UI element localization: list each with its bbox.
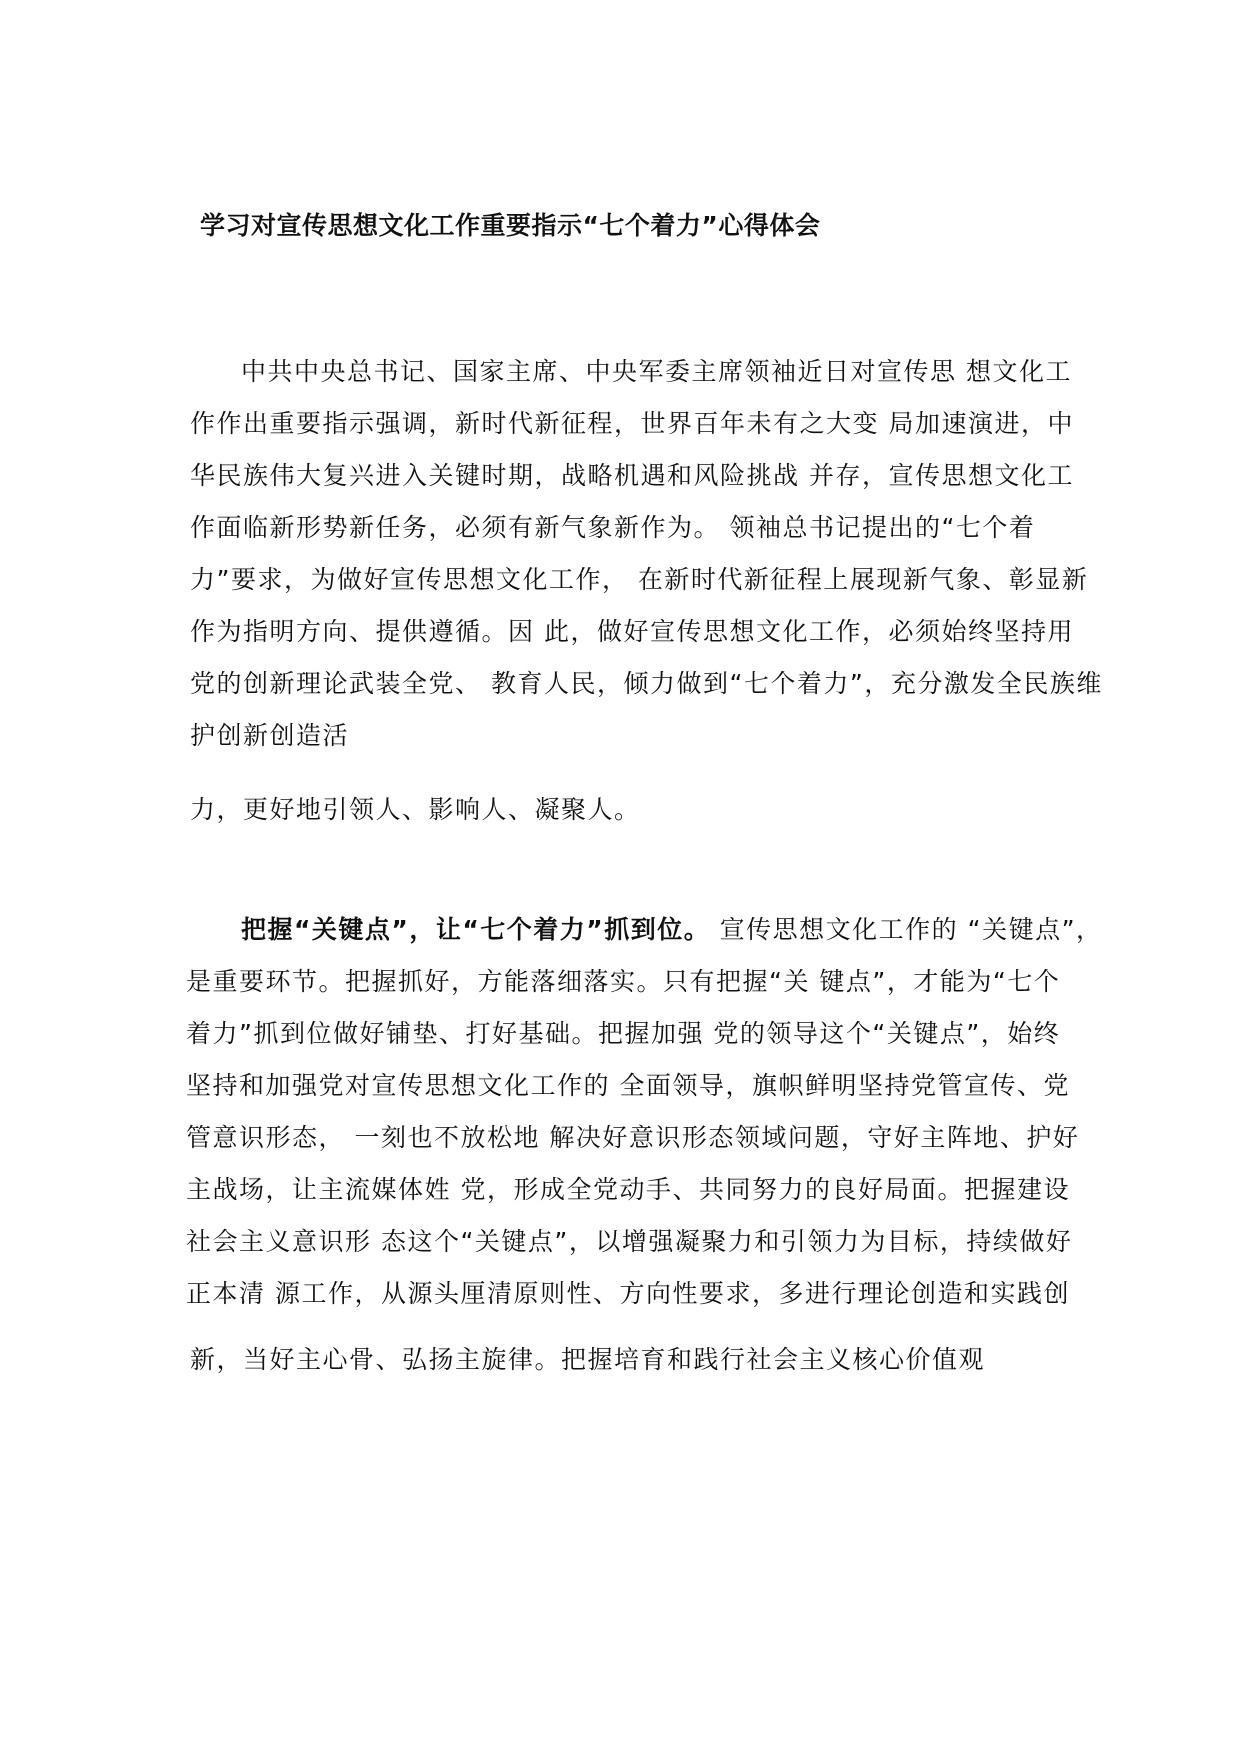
- paragraph-2-first-line: [241, 910, 1103, 946]
- paragraph-2-tail: 新，当好主心骨、弘扬主旋律。把握培育和践行社会主义核心价值观: [190, 1345, 986, 1374]
- document-title: 学习对宣传思想文化工作重要指示“七个着力”心得体会: [200, 211, 821, 240]
- paragraph-2-line-2: 是重要环节。把握抓好，方能落细落实。只有把握“关 键点”，才能为“七个: [186, 967, 1061, 996]
- paragraph-2-line-3: 着力”抓到位做好铺垫、打好基础。把握加强 党的领导这个“关键点”，始终: [186, 1019, 1061, 1048]
- paragraph-1-line-1: 中共中央总书记、国家主席、中央军委主席领袖近日对宣传思 想文化工: [241, 357, 1072, 386]
- paragraph-2-lead: 把握“关键点”，让“七个着力”抓到位。: [241, 915, 711, 944]
- paragraph-2-line-8: 正本清 源工作，从源头厘清原则性、方向性要求，多进行理论创造和实践创: [186, 1279, 1070, 1308]
- paragraph-2-line-7: 社会主义意识形 态这个“关键点”，以增强凝聚力和引领力为目标，持续做好: [186, 1227, 1073, 1256]
- paragraph-1-line-8: 护创新创造活: [190, 721, 350, 750]
- paragraph-1-line-4: 作面临新形势新任务，必须有新气象新作为。 领袖总书记提出的“七个着: [190, 513, 1036, 542]
- paragraph-2-line-6: 主战场，让主流媒体姓 党，形成全党动手、共同努力的良好局面。把握建设: [186, 1175, 1070, 1204]
- paragraph-1-line-6: 作为指明方向、提供遵循。因 此，做好宣传思想文化工作，必须始终坚持用: [190, 617, 1074, 646]
- paragraph-2-lead-rest: 宣传思想文化工作的 “关键点”，: [710, 915, 1103, 944]
- paragraph-2-line-4: 坚持和加强党对宣传思想文化工作的 全面领导，旗帜鲜明坚持党管宣传、党: [186, 1071, 1070, 1100]
- paragraph-1-line-7: 党的创新理论武装全党、 教育人民，倾力做到“七个着力”，充分激发全民族维: [190, 669, 1103, 698]
- paragraph-1-line-3: 华民族伟大复兴进入关键时期，战略机遇和风险挑战 并存，宣传思想文化工: [190, 461, 1074, 490]
- paragraph-1-line-5: 力”要求，为做好宣传思想文化工作， 在新时代新征程上展现新气象、彰显新: [190, 565, 1089, 594]
- paragraph-1-tail: 力，更好地引领人、影响人、凝聚人。: [190, 795, 641, 824]
- paragraph-1-line-2: 作作出重要指示强调，新时代新征程，世界百年未有之大变 局加速演进，中: [190, 409, 1074, 438]
- paragraph-2-line-5: 管意识形态， 一刻也不放松地 解决好意识形态领域问题，守好主阵地、护好: [186, 1123, 1080, 1152]
